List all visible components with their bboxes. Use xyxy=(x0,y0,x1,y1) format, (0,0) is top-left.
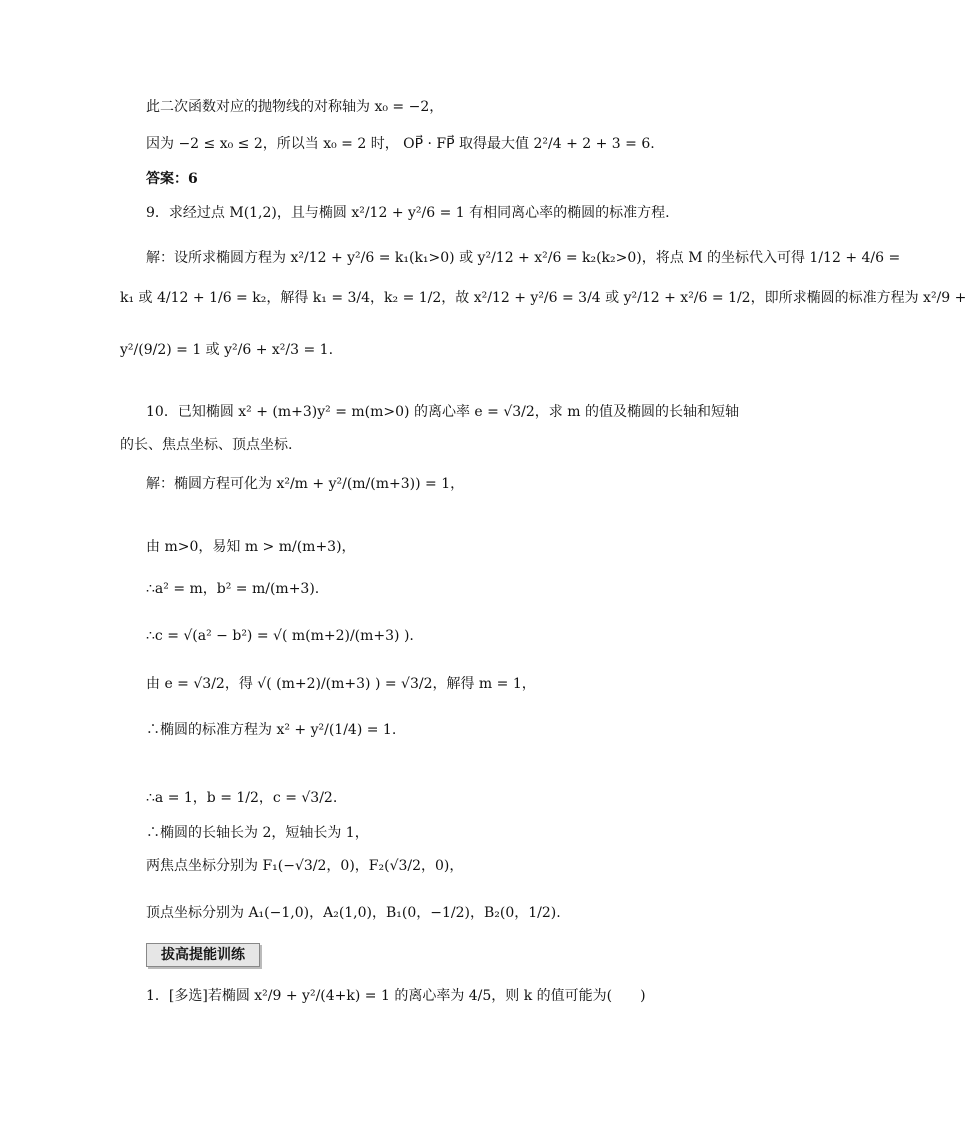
section-tag: 拔高提能训练 xyxy=(146,943,260,967)
problem-10-standard-equation: ∴椭圆的标准方程为 x² + y²/(1/4) = 1. xyxy=(146,722,397,738)
problem-10-solve-m: 由 e = √3/2，得 √( (m+2)/(m+3) ) = √3/2，解得 m = 1， xyxy=(146,676,536,692)
problem-9-solution-line-2: k₁ 或 4/12 + 1/6 = k₂，解得 k₁ = 3/4，k₂ = 1/2，故 x²/12 + y²/6 = 3/4 或 y²/12 + x²/6 = 1/2，即所求椭圆的标准方程为 x²/9 + xyxy=(120,290,966,306)
text-line-max-value: 因为 −2 ≤ x₀ ≤ 2，所以当 x₀ = 2 时， OP⃗ · FP⃗ 取得最大值 2²/4 + 2 + 3 = 6. xyxy=(146,136,655,152)
problem-10-solution-rewrite: 解：椭圆方程可化为 x²/m + y²/(m/(m+3)) = 1， xyxy=(146,476,465,492)
problem-10-a-b-squared: ∴a² = m，b² = m/(m+3). xyxy=(146,581,320,597)
problem-10-statement-line-2: 的长、焦点坐标、顶点坐标. xyxy=(120,437,293,453)
exercise-1-statement: 1．[多选]若椭圆 x²/9 + y²/(4+k) = 1 的离心率为 4/5，则 k 的值可能为( ) xyxy=(146,988,646,1004)
problem-9-solution-line-1: 解：设所求椭圆方程为 x²/12 + y²/6 = k₁(k₁>0) 或 y²/12 + x²/6 = k₂(k₂>0)，将点 M 的坐标代入可得 1/12 + 4/6 = xyxy=(146,250,901,266)
problem-10-vertices: 顶点坐标分别为 A₁(−1,0)，A₂(1,0)，B₁(0，−1/2)，B₂(0，1/2). xyxy=(146,905,561,921)
problem-9-solution-line-3: y²/(9/2) = 1 或 y²/6 + x²/3 = 1. xyxy=(120,342,334,358)
problem-10-statement-line-1: 10．已知椭圆 x² + (m+3)y² = m(m>0) 的离心率 e = √3/2，求 m 的值及椭圆的长轴和短轴 xyxy=(146,404,739,420)
problem-10-axis-lengths: ∴椭圆的长轴长为 2，短轴长为 1， xyxy=(146,825,369,841)
problem-10-m-compare: 由 m>0，易知 m > m/(m+3)， xyxy=(146,539,356,555)
problem-10-c-expression: ∴c = √(a² − b²) = √( m(m+2)/(m+3) ). xyxy=(146,628,414,644)
problem-10-foci: 两焦点坐标分别为 F₁(−√3/2，0)，F₂(√3/2，0)， xyxy=(146,858,464,874)
problem-9-statement: 9．求经过点 M(1,2)，且与椭圆 x²/12 + y²/6 = 1 有相同离心率的椭圆的标准方程. xyxy=(146,205,670,221)
text-line-symmetry-axis: 此二次函数对应的抛物线的对称轴为 x₀ = −2， xyxy=(146,99,444,115)
problem-10-a-b-c-values: ∴a = 1，b = 1/2，c = √3/2. xyxy=(146,790,338,806)
answer-line: 答案：6 xyxy=(146,171,198,187)
